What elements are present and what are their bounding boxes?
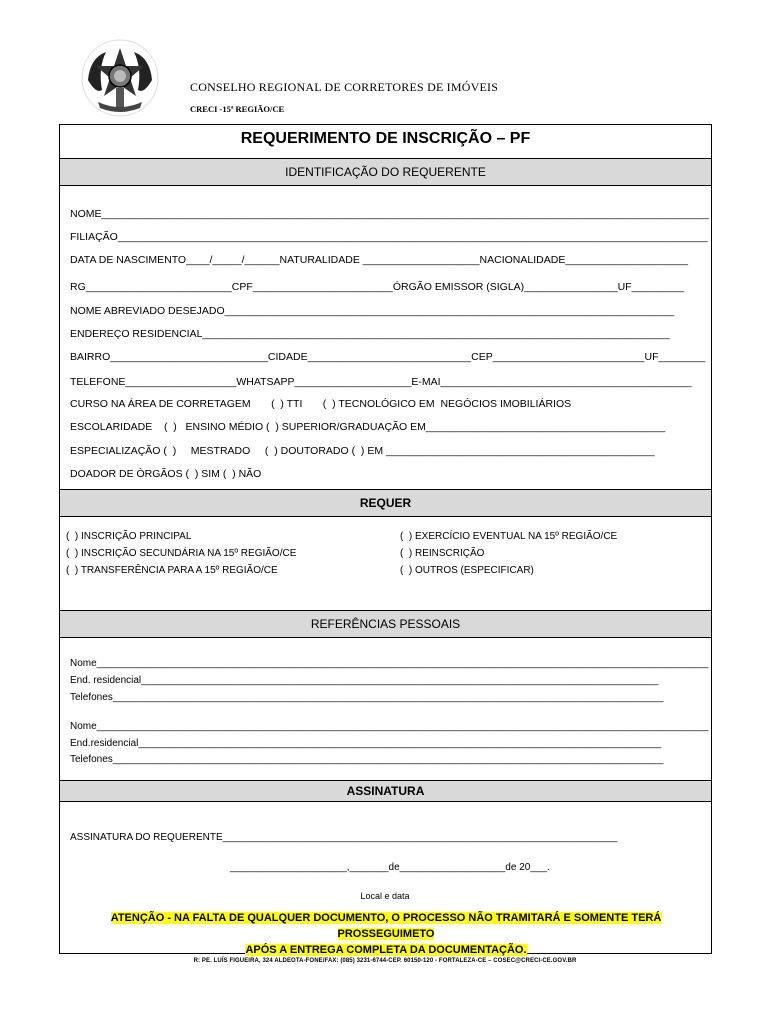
warning-notice [66,910,706,958]
warning-line-2: APÓS A ENTREGA COMPLETA DA DOCUMENTAÇÃO. [245,944,527,956]
local-data-label: Local e data [360,891,410,901]
field-doador[interactable]: DOADOR DE ÒRGÃOS ( ) SIM ( ) NÃO [70,468,262,480]
option-inscricao-secundaria[interactable]: ( ) INSCRIÇÃO SECUNDÁRIA NA 15º REGIÃO/CE [66,548,297,559]
option-exercicio-eventual[interactable]: ( ) EXERCÍCIO EVENTUAL NA 15º REGIÃO/CE [400,531,618,542]
section-assinatura: ASSINATURA [60,780,711,802]
section-referencias: REFERÊNCIAS PESSOAIS [60,610,711,638]
ref1-nome[interactable]: Nome______________________________________________________________________________________________________________ [70,658,709,669]
option-reinscricao[interactable]: ( ) REINSCRIÇÃO [400,548,485,559]
section-identificacao: IDENTIFICAÇÃO DO REQUERENTE [60,158,711,186]
field-endereco[interactable]: ENDEREÇO RESIDENCIAL________________________________________________________________________________ [70,328,670,340]
ref1-telefones[interactable]: Telefones___________________________________________________________________________________________________ [70,692,664,703]
option-transferencia[interactable]: ( ) TRANSFERÊNCIA PARA A 15º REGIÃO/CE [66,565,278,576]
field-nome[interactable]: NOME________________________________________________________________________________________________________ [70,208,709,220]
field-telefone[interactable]: TELEFONE___________________WHATSAPP____________________E-MAI___________________________________________ [70,376,692,388]
footer-address: R: PE. LUÍS FIGUEIRA, 324 ALDEOTA-FONE/FAX: (085) 3231-6744-CEP. 60150-120 - FORTALEZA-CE – COSEC@CRECI-CE.GOV.BR [193,958,577,964]
ref2-endereco[interactable]: End.residencial______________________________________________________________________________________________ [70,738,662,749]
section-requer: REQUER [60,489,711,517]
field-data-nascimento[interactable]: DATA DE NASCIMENTO____/_____/______NATURALIDADE ____________________NACIONALIDADE_____________________ [70,254,688,266]
ref2-nome[interactable]: Nome______________________________________________________________________________________________________________ [70,721,709,732]
option-outros[interactable]: ( ) OUTROS (ESPECIFICAR) [400,565,534,576]
warning-line-1: ATENÇÃO - NA FALTA DE QUALQUER DOCUMENTO, O PROCESSO NÃO TRAMITARÁ E SOMENTE TERÁ PROSSEGUIMETO [110,912,662,940]
field-nome-abreviado[interactable]: NOME ABREVIADO DESEJADO_____________________________________________________________________________ [70,305,675,317]
field-especializacao[interactable]: ESPECIALIZAÇÃO ( ) MESTRADO ( ) DOUTORADO ( ) EM ______________________________________________ [70,445,655,457]
crest-logo [80,38,160,118]
field-curso[interactable]: CURSO NA ÁREA DE CORRETAGEM ( ) TTI ( ) TECNOLÓGICO EM NEGÓCIOS IMOBILIÁRIOS [70,398,572,410]
field-rg-cpf[interactable]: RG_________________________CPF________________________ÓRGÃO EMISSOR (SIGLA)________________UF_________ [70,281,685,293]
form-title: REQUERIMENTO DE INSCRIÇÃO – PF [240,130,531,147]
signature-field[interactable]: ASSINATURA DO REQUERENTE_______________________________________________________________________ [70,832,618,843]
ref1-endereco[interactable]: End. residencial_____________________________________________________________________________________________ [70,675,659,686]
field-bairro[interactable]: BAIRRO___________________________CIDADE____________________________CEP__________________________UF________ [70,351,706,363]
ref2-telefones[interactable]: Telefones___________________________________________________________________________________________________ [70,754,664,765]
field-filiacao[interactable]: FILIAÇÃO_____________________________________________________________________________________________________ [70,231,708,243]
org-region: CRECI -15ª REGIÃO/CE [190,104,285,114]
option-inscricao-principal[interactable]: ( ) INSCRIÇÃO PRINCIPAL [66,531,192,542]
org-name: CONSELHO REGIONAL DE CORRETORES DE IMÓVEIS [190,80,499,94]
field-escolaridade[interactable]: ESCOLARIDADE ( ) ENSINO MÉDIO ( ) SUPERIOR/GRADUAÇÃO EM_________________________________________ [70,421,666,433]
date-field[interactable]: _____________________,_______de___________________de 20___. [230,862,550,873]
